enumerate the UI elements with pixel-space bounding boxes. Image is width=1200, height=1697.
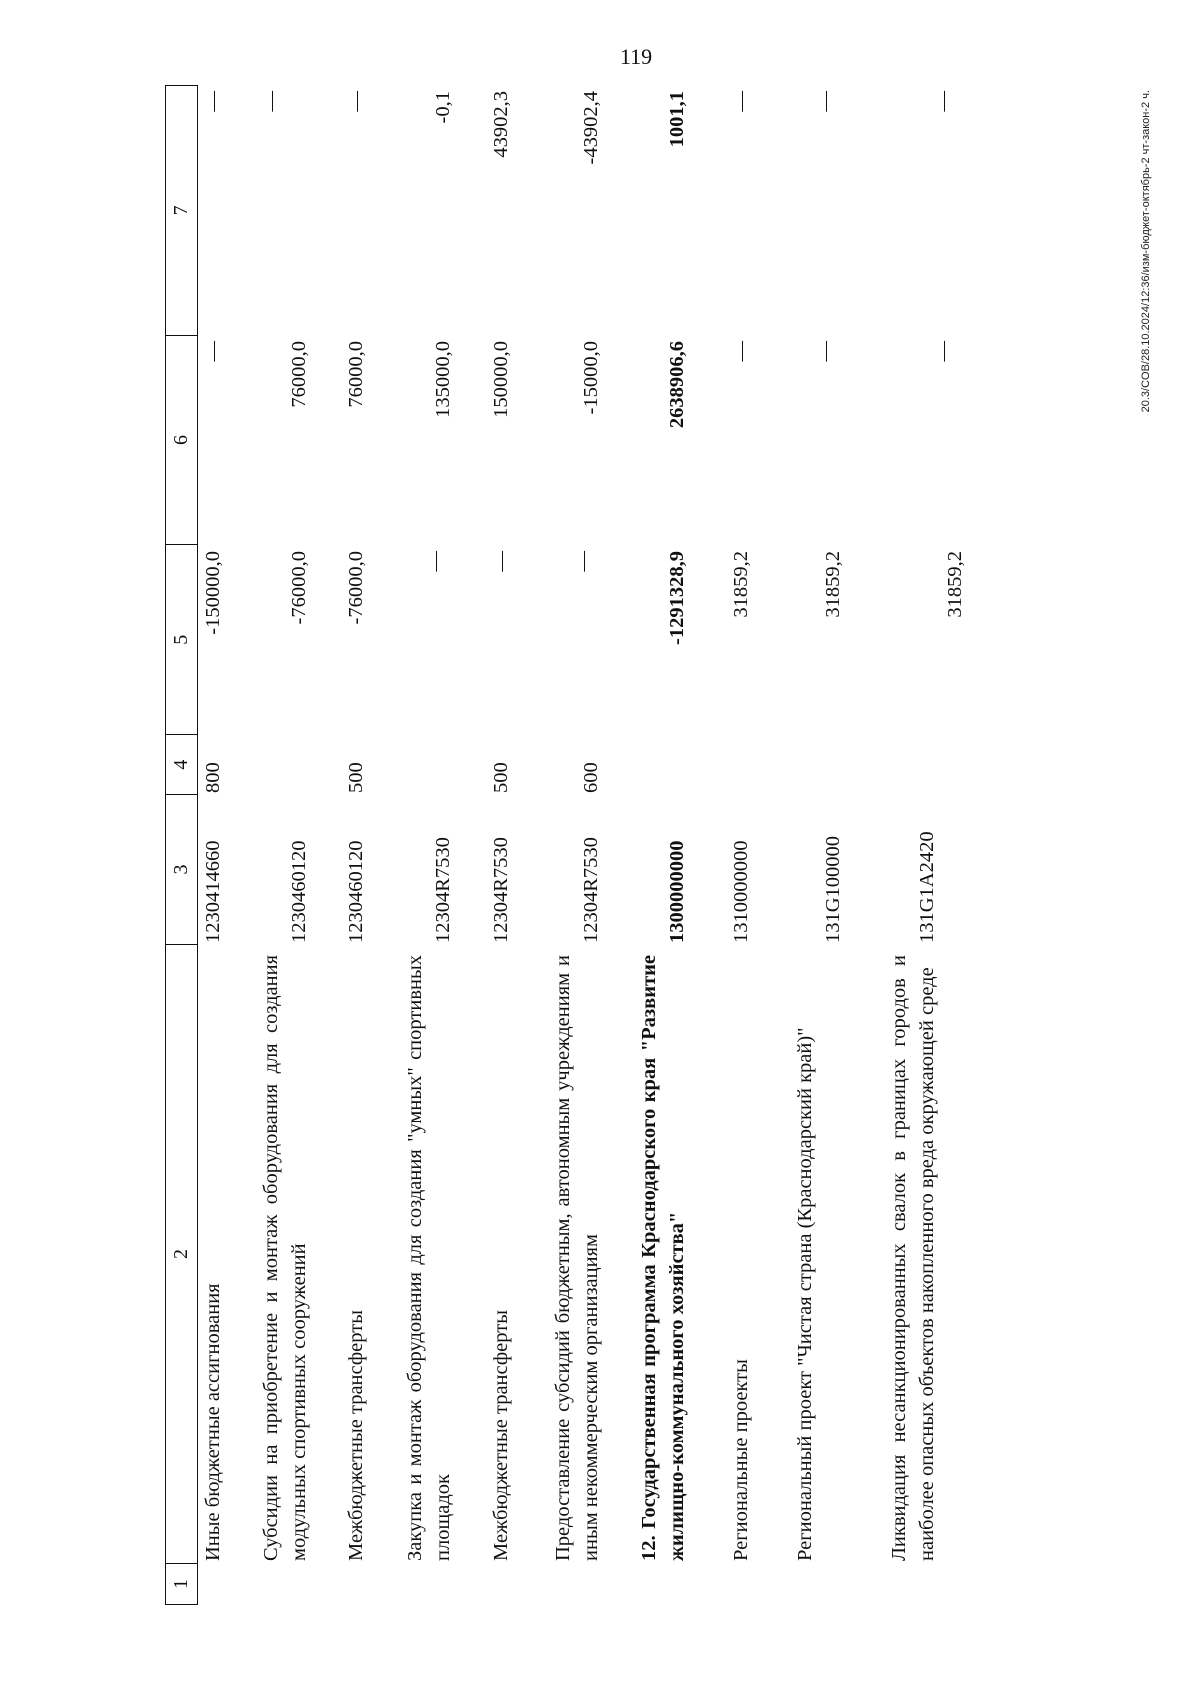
row-col5: -150000,0 bbox=[202, 551, 224, 635]
table-row bbox=[401, 85, 457, 1605]
row-name: Иные бюджетные ассигнования bbox=[202, 1283, 224, 1561]
table-row bbox=[635, 85, 691, 1605]
row-col7: — bbox=[932, 91, 954, 112]
row-name: Ликвидация несанкционированных свалок в границах городов и наиболее опасных объектов накопленного вреда окружающей среде bbox=[888, 955, 938, 1561]
row-name: Предоставление субсидий бюджетным, автономным учреждениям и иным некоммерческим организациям bbox=[552, 955, 602, 1561]
row-code: 1230460120 bbox=[345, 840, 367, 943]
row-code: 12304R7530 bbox=[432, 837, 454, 943]
table-row bbox=[342, 85, 370, 1605]
row-col5: — bbox=[424, 551, 446, 572]
row-type: 600 bbox=[580, 762, 602, 793]
table-row bbox=[199, 85, 227, 1605]
row-col6: 150000,0 bbox=[490, 341, 512, 418]
header-col-1: 1 bbox=[170, 1579, 192, 1590]
row-col5: — bbox=[490, 551, 512, 572]
row-name: Региональные проекты bbox=[730, 1359, 752, 1561]
table-row bbox=[257, 85, 313, 1605]
row-type bbox=[401, 735, 457, 795]
row-col6: — bbox=[202, 341, 224, 362]
row-col5: -1291328,9 bbox=[666, 551, 688, 645]
row-type bbox=[791, 735, 847, 795]
row-col7: -43902,4 bbox=[580, 91, 602, 165]
table-row bbox=[885, 85, 969, 1605]
header-col-5: 5 bbox=[166, 545, 197, 735]
row-type bbox=[727, 735, 755, 795]
row-col5: 31859,2 bbox=[822, 551, 844, 618]
row-type bbox=[635, 735, 691, 795]
row-col7: 1001,1 bbox=[666, 91, 688, 148]
row-col6: -15000,0 bbox=[580, 341, 602, 415]
row-col7: — bbox=[730, 91, 752, 112]
row-code: 131G1A2420 bbox=[916, 831, 938, 943]
budget-table bbox=[165, 85, 1065, 1605]
row-name: Закупка и монтаж оборудования для создания "умных" спортивных площадок bbox=[404, 955, 454, 1561]
row-type: 500 bbox=[345, 762, 367, 793]
row-col7: -0,1 bbox=[432, 91, 454, 124]
row-col7: — bbox=[260, 91, 282, 112]
table-row bbox=[487, 85, 515, 1605]
row-name: Региональный проект "Чистая страна (Краснодарский край)" bbox=[794, 1027, 816, 1561]
row-name: 12. Государственная программа Краснодарского края "Развитие жилищно-коммунального хозяйства" bbox=[638, 955, 688, 1561]
row-name: Межбюджетные трансферты bbox=[490, 1310, 512, 1561]
table-header bbox=[165, 85, 198, 1605]
row-type bbox=[257, 735, 313, 795]
table-row bbox=[727, 85, 755, 1605]
row-col6: 2638906,6 bbox=[666, 341, 688, 429]
row-col5: 31859,2 bbox=[944, 551, 966, 618]
row-code: 12304R7530 bbox=[580, 837, 602, 943]
row-col7: — bbox=[202, 91, 224, 112]
row-col7: — bbox=[345, 91, 367, 112]
row-type bbox=[885, 735, 969, 795]
row-col5: -76000,0 bbox=[288, 551, 310, 625]
row-col5: — bbox=[572, 551, 594, 572]
row-code: 131G100000 bbox=[822, 835, 844, 943]
row-col6: 135000,0 bbox=[432, 341, 454, 418]
row-code: 1300000000 bbox=[666, 840, 688, 943]
row-col6: — bbox=[814, 341, 836, 362]
row-code: 1230460120 bbox=[288, 840, 310, 943]
row-type: 800 bbox=[202, 762, 224, 793]
table-row bbox=[791, 85, 847, 1605]
row-col7: — bbox=[814, 91, 836, 112]
row-col6: 76000,0 bbox=[345, 341, 367, 408]
header-col-2: 2 bbox=[166, 945, 197, 1564]
row-col5: 31859,2 bbox=[730, 551, 752, 618]
table-row bbox=[549, 85, 605, 1605]
header-col-6: 6 bbox=[166, 336, 197, 546]
row-code: 1310000000 bbox=[730, 840, 752, 943]
document-footer: 20.3/COB/28.10.2024/12:36/изм-бюджет-октябрь-2 чт-закон-2 ч. bbox=[1140, 90, 1152, 413]
row-name: Субсидии на приобретение и монтаж оборудования для создания модульных спортивных сооружений bbox=[260, 955, 310, 1561]
row-col6: — bbox=[730, 341, 752, 362]
row-name: Межбюджетные трансферты bbox=[345, 1310, 367, 1561]
row-type: 500 bbox=[490, 762, 512, 793]
row-col7: 43902,3 bbox=[490, 91, 512, 158]
row-col6: 76000,0 bbox=[288, 341, 310, 408]
row-col6: — bbox=[932, 341, 954, 362]
row-col5: -76000,0 bbox=[345, 551, 367, 625]
header-col-3: 3 bbox=[166, 795, 197, 945]
page-number: 119 bbox=[620, 44, 653, 69]
header-col-4: 4 bbox=[166, 735, 197, 795]
row-code: 1230414660 bbox=[202, 840, 224, 943]
header-col-7: 7 bbox=[166, 86, 197, 336]
row-code: 12304R7530 bbox=[490, 837, 512, 943]
